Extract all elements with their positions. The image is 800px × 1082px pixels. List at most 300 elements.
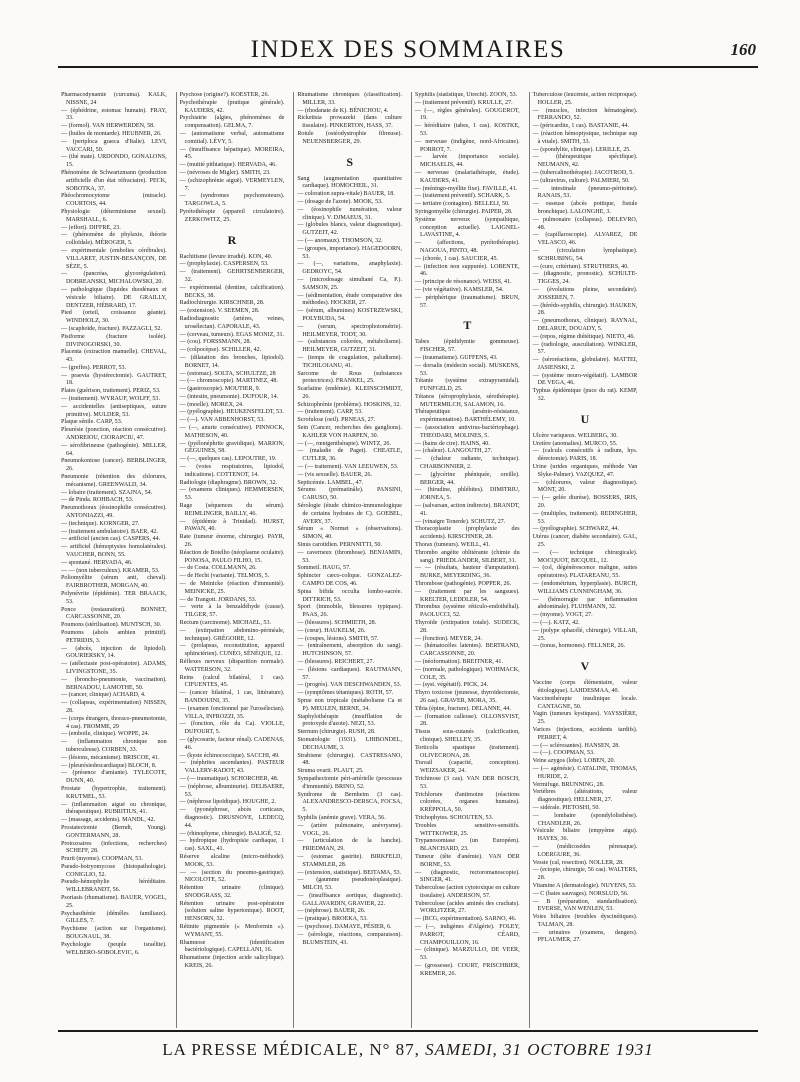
index-entry: Syndrome de Bernheim (3 cas). ALEXANDRESCO-DERSCA, FOCSA, 5. [297,791,402,814]
index-entry: Pisiforme (fracture isolée). DIVINOGORSKI, 30. [61,333,167,348]
index-entry: — (glycérine phéniquée, oreille). BERGER, 44. [414,471,520,486]
index-entry: — (chlorures, valeur diagnostique). MÖNT, 20. [532,479,638,494]
index-entry: — (épidémie à Trinidad). HURST, PAWAN, 40. [179,518,285,533]
index-entry: — (psychose). DAMAYE, PÉSIER, 6. [297,924,392,931]
index-entry: Réserve alcaline (micro-méthode). MOOK, 53. [179,853,285,868]
index-entry: — (infection non suppurée). LOBENTE, 46. [414,263,520,278]
index-entry: Syphilis (anémie grave). VERA, 56. [297,814,386,821]
index-entry: — (atélectasie post-opératoire). ADAMS, LIVINGSTONE, 35. [61,661,167,675]
index-entry: — héréditaire (tabes, 1 cas). KOSTKE, 53. [414,123,520,137]
index-entry: — (éphédrine, estomac humain). FRAY, 33. [61,107,167,122]
index-entry: — pathologique (liquides duodénaux et vésicule biliaire). DE GRAILLY, DENTZER, HÉBRARD, 17. [61,286,167,309]
index-entry: — (abcès, injection de lipiodol). GOURIERSKY, 14. [61,645,167,660]
index-entry: Schizophrénie (problème). HOSKINS, 32. [297,401,401,408]
index-entry: Pneumokoniose (cancer). BERBLINGER, 26. [61,458,167,473]
index-entry: — (néphrose). BAUER, 26. [297,908,366,915]
index-entry: — (extirpation abdomino-périnéale, technique). GRÉGOIRE, 12. [179,627,285,642]
index-entry: — (évolutions pleine, secondaire). JOSSEREN, 7. [532,286,638,301]
index-entry: Vaccinothérapie insulinique locale. CANTAGNE, 50. [532,695,638,710]
index-entry: — (vinaigre Tonerde). SCHUTZ, 27. [414,518,506,525]
index-entry: Pneumonie (rétention des chlorures, mécanisme). GREENWALD, 34. [61,474,167,488]
index-page [58,30,758,1060]
index-columns [58,92,758,1028]
index-entry: — (schizophrénie aiguë). VERMEYLEN, 7. [179,177,285,192]
index-column-3 [293,92,405,1028]
index-entry: Rickettsia prowazeki (dans culture tissulaire). PINKERTON, HASS, 37. [297,115,402,130]
index-entry: Psychose (origine?). KOESTER, 26. [179,92,270,98]
index-entry: Sprue non tropicale (métabolisme Ca et P). MEULEN, BERNE, 34. [297,697,402,712]
index-entry: Plaque sénile. CARP, 53. [61,419,123,426]
page-header [58,30,758,68]
index-entry: — (—, indigènes d'Algérie). FOLEY, PARROT, CÉARD, CHAMPOUILLON, 16. [414,924,520,946]
index-entry: — (blessures). REICHERT, 27. [297,658,375,665]
index-entry: — (syst. végétatif). PICK, 24. [414,682,489,689]
index-entry: Thorax (tumeurs). WEILL, 41. [414,542,491,549]
index-entry: — (vis sexuelle). BAUER, 26. [297,471,372,478]
index-entry: Rate (tumeur énorme, chirurgie). PAYR, 26. [179,534,285,549]
index-entry: Thyroïde (extirpation totale). SUDECK, 28. [414,620,520,634]
index-entry: Voies biliaires (troubles dyscinétiques). TALMAN, 28. [532,914,638,928]
index-entry: — — (résultats, hauteur d'amputation). BURKE, MEYERDING, 36. [414,565,520,580]
index-column-4 [411,92,523,1028]
index-entry: — (automatisme verbal, automatisme comitial). LÉVY, 5. [179,130,285,145]
index-entry: Vésicule biliaire (empyème aigu). HAYES, 36. [532,828,638,843]
index-entry: — (traitement préventif). KRULLE, 27. [414,99,513,106]
index-entry: — (formation calleuse). OLLONSVIST, 28. [414,713,520,728]
index-entry: — (médicosédes pérenaque). LOERGURE, 36. [532,843,638,858]
index-entry: — pulmonaire (collapsus). DELEVRO, 48. [532,216,638,231]
index-entry: — (progrès). VAN DESCHWANDEN, 53. [297,682,402,689]
index-entry: — (muscles, infection hématogène). FERRANDO, 52. [532,107,638,122]
index-entry: Tabes (épididymite gommeuse). FISCHER, 57. [414,339,520,354]
index-entry: Pneumothorax (éosinophilie consécutive). ANTONIAZZI, 49. [61,505,167,520]
index-entry: — (col, dégénérescence maligne, suites opératoires). PLATAREANU, 55. [532,565,638,580]
index-entry: Tuberculose (acides aminés des crachats). WORLITZER, 27. [414,900,520,915]
index-entry: — dorsalis (médecin social). MUSKENS, 53. [414,362,520,377]
index-entry: — B (préparation, standardisation). EVERSE, VAN WENLEN, 53. [532,898,638,913]
index-entry: Trichophytes. SCHOUTEN, 53. [414,814,494,821]
section-letter: U [580,411,590,426]
index-entry: — (multiples, traitement). REDINGHER, 53. [532,510,638,525]
index-entry: — (chaleur). LANGOUTH, 27. [414,448,493,455]
index-entry: — (éosinophile numération, valeur clinique). V. DJMAEUS, 31. [297,206,402,221]
index-entry: Sérum « Normet » (observations). SIMON, 40. [297,526,402,541]
index-entry: — de Pinda. ROHBACH, 53. [61,497,134,504]
index-entry: Protozoaires (infections, recherches) SCHEFF, 28. [61,840,167,855]
index-column-1 [58,92,170,1028]
index-entry: Vitamine A (dermatologie). NUYENS, 53. [532,882,637,889]
index-entry: Radiochirurgie. KIRSCHNER, 28. [179,300,265,307]
index-entry: — (spondylite, clinique). LERILLE, 25. [532,146,631,153]
index-entry: — (— traitement). VAN LEEUWEN, 53. [297,464,399,471]
section-letter: T [463,318,472,333]
index-entry: — (emboile, clinique). WOPPE, 24. [61,731,150,738]
index-entry: — larvée (importance sociale). MICHAELIS, 44. [414,154,520,169]
index-entry: Ulcère variqueux. WELBERG, 30. [532,432,618,439]
index-entry: — expérimental (dentine, calcification). BECKS, 38. [179,284,285,299]
index-entry: — (syndromes psychomoteurs). TARGOWLA, 5. [179,193,285,208]
index-entry: — (—). KATZ, 42. [532,620,580,626]
index-entry: — (traumatisme). GUFFENS, 43. [414,354,498,361]
index-entry: — (greffes). PERROT, 53. [61,364,127,371]
index-entry: — de Meinicke (réaction d'immunité). MEINICKE, 25. [179,581,285,595]
index-entry: — (cure, critérium). STRUTHERS, 40. [532,263,629,270]
index-entry: Rhumatisme chroniques (classification). MILLER, 33. [297,92,402,106]
index-entry: Torticolis spastique (traitement). OLIVECRONA, 28. [414,744,520,759]
index-entry: — (serum, spectrophotométrie). HEILMEYER, TODT, 30. [297,323,402,338]
index-entry: — (thérapeutique spécifique). NEUMANN, 42. [532,154,638,169]
index-entry: — (maladie de Paget). CHEATLE, CUTLER, 36. [297,448,402,463]
index-entry: — (thé mate). URDONDO, GONALONS, 15. [61,154,167,169]
index-entry: Sérologie (étude chimico-immunologique de certains hydrates de C). GOEBEL, AVERY, 37. [297,503,402,525]
index-entry: — lombaire (spondylolisthèse). CHANDLER, 26. [532,812,638,827]
index-entry: Vermifuge. BRUNNING, 28. [532,781,605,788]
index-entry: Pleurésie (ponction, réaction consécutive). ANDREIOU, CIORAPCIU, 47. [61,427,167,442]
index-entry: Rage (séquences du sérum). REIMLINGER, BAILLY, 46. [179,503,285,517]
index-entry: — (— chromoscopie). MARTINEZ, 48. [179,378,278,385]
index-entry: Pyrétothérapie (appareil circulatoire). ZERKOWITZ, 25. [179,208,285,223]
index-entry: Tibia (épine, fracture). DELANNE, 44. [414,705,511,712]
index-entry: — (ultravirus, culture). PALMIERI, 50. [532,177,630,184]
index-entry: Tuberculose (action cytotoxique en culture tissulaire). ANDERSON, 57. [414,885,520,899]
index-entry: — urinaires (examens, dangers). PFLAUMER, 27. [532,929,638,944]
index-entry: — (temps de coagulation, paludisme). TICHILOIANU, 41. [297,354,402,369]
index-entry: — (inflammation chronique non tuberculeuse). CORBEN, 33. [61,739,167,753]
index-entry: — (glycosurie, facteur rénal). CADENAS, 46. [179,736,285,751]
index-entry: — (— anomaux). THOMSON, 32. [297,237,383,244]
index-entry: Sarcome de Rous (substances protectrices). FRANKEL, 25. [297,370,402,385]
index-entry: — (— sclérosantes). HANSEN, 28. [532,742,620,749]
index-entry: Poumons (abcès ambien primitif). PETRIDIS, 3. [61,629,167,644]
index-entry: — (séroréactions, globulaire). MATTEI, JASIENSKI, 2. [532,357,638,371]
index-entry: — (grossesse). COURT, FRISCHBIER, KREMER, 26. [414,963,520,977]
index-entry: Radiologie (diaphragme). BROWN, 32. [179,479,278,486]
index-entry: — (tubercalinothérapie). JACOTROD, 5. [532,169,634,176]
index-entry: — (collapsus, expérimentation) NISSEN, 28. [61,700,167,714]
index-entry: — (inflammation aiguë ou chronique, thérapeutique). RUBRITIUS, 41. [61,801,167,816]
index-entry: Rhumatisme (injection acide salicylique). KREIS, 26. [179,955,285,970]
index-entry: — (dosage de l'azote). MOOK, 53. [297,198,383,205]
index-entry: — (chorée, 1 cas). SAUCIER, 45. [414,255,499,262]
index-entry: — (huiles de montarde). HEUBNER, 26. [61,130,162,137]
index-entry: — (effort). DIFFRE, 23. [61,224,121,231]
index-entry: — (prolapsus, reconstitution, appareil sphinctérien). CUNÉO, SÉNÈQUE, 12. [179,643,285,658]
index-entry: Tissus sous-cutanés (calcification, clinique). SHELLEY, 35. [414,729,520,743]
index-entry: Vertèbres (altérations, valeur diagnostique). HELLNER, 27. [532,789,638,804]
index-entry: — (—, rœntgenthérapie). WINTZ, 26. [297,440,391,447]
index-entry: — (—, variations, anaphylaxie). GEDROYC, 54. [297,261,402,276]
index-entry: Scarlatine (endémie). KLEINSCHMIDT, 26. [297,386,402,400]
index-entry: — (pratique). BROEKA, 53. [297,916,368,923]
index-entry: — (mutité pithiatique). HERVADA, 46. [179,162,277,169]
index-entry: — (corps étrangers, thoraco-pneumotomie, 4 cas). FROMME, 29 [61,715,167,730]
index-entry: — (rhodanate de K). BÉNICHOU, 4. [297,107,389,114]
index-entry: Prostate (hypertrophie, traitement). KRUTMEL, 53. [61,785,167,800]
index-entry: Trichinose (3 cas). VAN DER BOSCH, 53. [414,775,520,790]
index-entry: — (entraînement, absorption du sang). HUTCHINSON, 57. [297,643,402,658]
index-entry: — sidérale. PIETOSHI, 50. [532,804,600,811]
index-entry: Urine (urides organiques, méthode Van Slyke-Palmer). VAZQUEZ, 47. [532,464,638,478]
index-entry: — (salvarsan, action indirecte). BRANDT, 41. [414,503,520,517]
index-entry: — (cancer, clinique) ACHARD, 4. [61,692,146,699]
index-entry: Syphilis (statistique, Utrecht). ZOON, 53. [414,92,518,98]
index-entry: Scrofulose (oeil). PRNEAS, 27. [297,417,376,424]
index-entry: — (kyste échinococcique). SACCHI, 49. [179,752,280,759]
index-entry: — (pyélographie). HEUKENSFELDT, 53. [179,409,284,416]
index-entry: Struma ovarii. PLAUT, 25. [297,768,364,775]
index-entry: — (—). COOPMAN, 53. [532,750,595,757]
index-entry: — artificiel (ancien cas). CASPERS, 44. [61,536,161,543]
index-entry: — (normale, pathologique). WOHMACK, COLE, 35. [414,666,520,681]
index-entry: — (pyélonéphrite gravidique). MARION, GÉGUINES, 58. [179,440,285,455]
index-entry: — (examen fonctionnel par l'urosélectan). VILLA, INFROZZI, 35. [179,705,285,720]
section-letter: R [227,232,237,247]
index-entry: Pied (orteil, croissance géante). WINDHOLZ, 30. [61,310,167,325]
index-entry: — (groupes, importance). HAGEDOORN, 53. [297,245,402,260]
index-entry: Vagin (tumeurs kystiques). VAYSSIÈRE, 25. [532,711,638,726]
index-entry: — (insuffisance hépatique). MOREIRA, 45. [179,146,285,161]
index-entry: — (calculs consécutifs à radium, hys. dérectomie). PARIS, 18. [532,448,638,463]
index-entry: — (pleurésiedescardiaque) BLOCH, 8. [61,762,157,769]
index-entry: — artificiel (hémoptysies homolatérales). VAUCHER, BONN, 55. [61,544,167,559]
index-entry: — (dilatation des bronches, lipiodol). BORNET, 14. [179,354,285,369]
index-entry: Vaccine (corps élémentaire, valeur étiologique). LAHDESMAA, 40. [532,680,638,694]
index-entry: — (présence d'amiante). TYLECOTE, DUNN, 40. [61,770,167,785]
index-entry: Ponce (restauration). BONNET, CARCASSONNE, 20. [61,606,167,621]
index-entry: — (cerveau, tumeurs). EGAS MONIZ, 31. [179,331,285,338]
index-entry: Troubles sensitivo-sensitifs. WITTKOWER, 25. [414,822,520,837]
index-entry: Utérus (cancer, diabète secondaire). GAL, 25. [532,534,638,549]
index-entry: Prostatectomie (Berndt, Young). GONTERMANN, 28. [61,824,167,839]
index-entry: — (affections, pyrétothérapie). NAGOUA, PINTO, 48. [414,240,520,254]
index-entry: Phéochromocytome (miracle). COURTOIS, 44. [61,193,167,208]
index-entry: Sternum (chirurgie). RUSH, 28. [297,729,376,736]
index-entry: — (estomac gastrite). BIRKFELD, STAMMLER, 28. [297,853,402,868]
index-entry: — (néoformation). BREITNER, 41. [414,658,503,665]
index-entry: — (néphrites ascendantes). PASTEUR VALLERY-RADOT, 43. [179,760,285,775]
index-entry: Psychasthénie (démêles familiaux). GILLES, 7. [61,910,167,925]
index-entry: Thérapeutique (arsénio-résistance, expérimentation). BARTHÉLEMY, 10. [414,409,520,424]
index-entry: Sein (Cancer, recherches des ganglions). KAHLER VON HARPEN, 30. [297,425,402,439]
index-entry: Rectum (carcinome). MICHAEL, 53. [179,620,272,626]
index-entry: — (— agénésie). CATALINE, THOMAS, HURIDE, 2. [532,765,638,780]
index-entry: — (symptômes tétaniques). ROTH, 57. [297,690,394,697]
index-entry: — (ectopie, chirurgie, 56 cas). WALTERS, 28. [532,867,638,882]
index-entry: — (pyonéphrose, abcès corticaux, diagnostic). DRUSNOVE, LEDECQ, 44. [179,807,285,829]
index-entry: — (hirudine, phlébites). DIMITRIU, JORNEA, 5. [414,487,520,502]
index-entry: Staphylothérapie (insufflation de protoxyde d'azote). NEZI, 53. [297,713,402,728]
index-entry: — (—, quelques cas). LEPOUTRE, 19. [179,456,277,463]
index-entry: Sérums (prématinâle). PANSINI, CARUSO, 50. [297,487,402,502]
index-entry: Veine azygos (lobe). LOBEN, 20. [532,758,616,765]
index-entry: — (—). VAN ABBENHORST, 53. [179,417,265,424]
index-entry: Tétanos (séroprophylaxie, sérothérapie). MUTERMILCH, SALAMON, 16. [414,393,520,408]
index-entry: — hydropique (hydropisie cardiaque, 1 cas). SAXL, 41. [179,838,285,853]
index-entry: — (péricardite, 1 cas). BASTANIE, 44. [532,123,630,130]
index-entry: Psychiatrie (algies, phénomènes de compensation). GELMA, 7. [179,115,285,130]
index-entry: — (artère pulmonaire, anévrysme). VOGL, 26. [297,822,402,837]
index-entry: — (association antivirus-bactériophage). THEODARI, MOLINES, 5. [414,425,520,439]
section-letter: S [346,154,353,169]
index-entry: — (massage, accidents). MANDL, 42. [61,817,156,824]
index-entry: Sommeil. HAUG, 57. [297,565,351,572]
index-entry: Prurit (myome). COOPMAN, 53. [61,856,143,863]
index-entry: Trichlorure d'antimoine (réactions colorées, organes humains). KRÉPPOLA, 50. [414,791,520,814]
index-entry: — (gaumme pseudonéoplasique). MILCH, 53. [297,877,402,892]
index-entry: Réaction de Botelho (néoplasme oculaire). PONOSA, PAULO FILHO, 15. [179,549,285,564]
index-entry: Spina bifida occulta lombo-sacrée. DITTRICH, 53. [297,588,402,603]
index-entry: — — (section du pneumo-gastrique). NICOLOTE, 52. [179,869,285,884]
index-entry: — (lésions, mécanisme). BRISCOE, 41. [61,754,160,761]
index-entry: — (substances colorées, métabolisme). HEILMEYER, GUTZEIT, 31. [297,339,402,354]
index-entry: — (névroses de Migler). SMITH, 23. [179,169,271,176]
index-entry: — (radiologie, auscultation). WINKLER, 57. [532,341,638,356]
page-title: INDEX DES SOMMAIRES [250,36,566,63]
index-entry: Travail (capacité, conception). WEIZSAKER, 24. [414,760,520,775]
index-entry: — (traitement ambulatoire). BAER, 42. [61,528,158,535]
index-entry: — (repos, régime diététique). NIETO, 46. [532,333,635,340]
index-entry: — (diagnostic, pronostic). SCHULTE-TIGGES, 24. [532,271,638,286]
index-entry: Stomatologie (1931). LHIBONDEL, DECHAUME, 3. [297,736,402,751]
page-number: 160 [730,40,756,59]
index-entry: Système nerveux (sympathique, conception actuelle). LAIGNEL-LAVASTINE, 4. [414,216,520,239]
index-entry: — nerveuse (malariathérapie, étude). KAUDERS, 41. [414,169,520,184]
index-entry: — (articulation de la hanche). FRIEDMAN, 29. [297,838,402,853]
index-entry: — (formol). VAN HERWERDEN, 58. [61,123,155,130]
index-entry: Pseudo-botryomycose (histopathologie). CONIGLIO, 52. [61,863,167,878]
index-entry: — (—, anurie consécutive). PINNOCK, MATHESON, 40. [179,425,285,439]
index-entry: Polynévrite (épidémie). TER BRAACK, 53. [61,591,167,605]
index-entry: Pseudo-hémophylie héréditaire. WILLEBRANDT, 56. [61,879,167,894]
index-entry: — (sédimentation, étude comparative des méthodes). HOCKER, 27. [297,292,402,307]
index-column-5 [529,92,641,1028]
index-entry: — (periploca graeca d'Italie). LEVI, VACCARI, 50. [61,138,167,153]
index-entry: Poumons (stérilisation). MUNTSCH, 30. [61,622,162,629]
index-entry: — (pyélographie). SCHWARZ, 44. [532,526,619,533]
index-entry: — (cancer bilatéral, 1 cas, littérature). BANDOUINI, 35. [179,690,285,704]
index-entry: — (traitement par les sangsues). KRELTER, LEDDLER, 54. [414,588,520,603]
index-entry: — (— gelée diurèse). BOSSERS, IRIS, 20. [532,495,638,510]
index-entry: — (BCG, expérimentation). SARNO, 46. [414,916,517,923]
index-entry: Varices (injections, accidents tardifs). PERRET, 4. [532,726,638,741]
index-entry: — (traitement). GEHRTSENBERGER, 32. [179,269,285,283]
index-entry: Tuberculose (leucémie, action réciproque). HOLLER, 25. [532,92,638,106]
index-entry: Strabisme (chirurgie). CASTRESANO, 48. [297,752,402,767]
index-entry: Sang (augmentation quantitative cardiaque). HOMOCHEIL, 31. [297,175,402,190]
index-entry: Rotule (ostéodystrophie fibreuse). NEUENSBERGER, 29. [297,130,402,145]
index-entry: Vessie (cal, resection). NOLLER, 28. [532,859,624,866]
index-entry: — (—, règles générales). GOUGEROT, 19. [414,107,520,122]
journal-name: LA PRESSE MÉDICALE, N° 87, [162,1040,420,1059]
index-entry: — nerveuse (indigène, nord-Africaine). PORROT, 7. [414,138,520,153]
index-entry: — spontané. HERVADA, 46. [61,559,133,566]
index-entry: Septicémie. LAMBEL, 47. [297,479,364,486]
index-entry: — (rhinophyme, chirurgie). BALIGÉ, 52. [179,830,282,837]
index-entry: Sport (immobile, blessures typiques). PAAS, 26. [297,604,402,619]
index-entry: Rétention urinaire (clinique). SNODGRASS, 32. [179,885,285,899]
index-entry: — (cœur). HAUKELM, 26. [297,627,366,634]
index-entry: — (microdosage simultané Ca, P.). SAMSON, 25. [297,276,402,291]
index-entry: Rhamnose (identification bactériologique). CAPELLANI, 16. [179,939,285,954]
index-entry: — (extension, statistique). BEITAMA, 53. [297,869,402,876]
index-entry: — tertiaire (contagion). BELLELI, 50. [414,201,510,208]
index-entry: — — (non tuberculeux). KRAMER, 53. [61,567,160,574]
index-entry: Reins (calcul bilatéral, 1 cas). CIFUENTES, 45. [179,674,285,689]
index-entry: — (broncho-pneumonie, vaccination). BERNADOU, LAMOTHE, 50. [61,676,167,691]
index-entry: — (blessures). SCHMIETH, 28. [297,620,377,626]
index-entry: — (système neuro-végétatif). LAMBOR DE VEGA, 46. [532,372,638,387]
index-entry: — (fonction). MEYER, 24. [414,635,483,642]
index-entry: — (pneumothorax, clinique). RAYNAL, DELARUE, DOUADY, 5. [532,318,638,332]
index-entry: — (chaleur radiante, technique). CHARBONNIER, 2. [414,456,520,471]
index-entry: — (colpocèpse). SCHILLER, 42. [179,347,262,354]
index-entry: Syringomyélie (chirurgie). PAIPER, 28. [414,208,513,215]
index-entry: — (bains de cire). HAINS, 40. [414,440,490,447]
index-entry: Placenta (extraction manuelle). CHEVAL, 43. [61,349,167,364]
index-entry: — (traitement). WYRAUF, WOLFF, 53. [61,396,160,403]
index-entry: — (sérologie, réactions, comparaison). BLUMSTEIN, 43. [297,931,402,946]
index-entry: — (gastroscopie). MOUTIER, 9. [179,386,261,393]
index-entry: — (coupes, lésions). SMITH, 57. [297,635,379,642]
index-entry: Psychisme (action sur l'organisme). BOUGNAUL, 38. [61,926,167,941]
index-entry: Rachitisme (levure irradié). KON, 40. [179,253,273,260]
index-entry: — (tonus, hormones). FELLNER, 26. [532,643,626,650]
index-entry: — (extension). V. SEEMEN, 28. [179,308,260,315]
index-entry: — intestinale (pneumo-péritoine). RANAIS, 53. [532,185,638,200]
index-entry: Thyro toxicose (jeunesse, thyroïdectomie, 26 cas). GRAVER, MORA, 35. [414,690,520,704]
index-entry: — (endométrium, hyperplasie). BURCH, WILLIAMS CUNNINGHAM, 36. [532,581,638,595]
index-column-2 [176,92,288,1028]
index-entry: — (principe de résonance). WEISS, 41. [414,279,512,286]
index-entry: — de Costa. COLLMANN, 26. [179,565,257,572]
index-entry: Thrombose (pathogénie). POPPER, 26. [414,581,512,588]
index-entry: Rétinite pigmentée (« Menformin »). WYMANT, 55. [179,924,285,938]
index-entry: — osseuse (abcès pottique, fistule bronchique). LALONGHE, 3. [532,201,638,215]
index-entry: — expérimentale (embolies cérébrales). VILLARET, JUSTIN-BESANÇON, DE SÈZE, 5. [61,247,167,270]
index-entry: — (prophylaxie). CASPERSEN, 53. [179,261,269,268]
index-entry: — (diagnostic, rectoromanoscopie). SINGER, 41. [414,869,520,884]
issue-date: SAMEDI, 31 OCTOBRE 1931 [425,1040,654,1059]
index-entry: — (estomac). SOLTA, SCHULTZE, 28 [179,370,276,377]
index-entry: Thrombus (système réticulo-endothélial). PAOLUCCI, 52. [414,604,520,619]
index-entry: Radiodiagnostic (artères, veines, urosélectan). CAPORALE, 43. [179,315,285,330]
index-entry: — verte à la benzaldéhyde (cause). TILGER, 57. [179,604,285,619]
index-entry: — (cou). FORSSMANN, 28. [179,339,252,346]
index-entry: — C (baies sauvages). NORSLUD, 56. [532,890,629,897]
index-entry: — (réaction hémoptysique, technique sup à vitale). SMITH, 33. [532,130,638,145]
index-entry: Sinus carotidien. PERNNITTI, 50. [297,542,382,549]
index-entry: — (clinique). MARZULLO, DE VEER, 53. [414,947,520,962]
index-entry: Poliomyélite (sérum anti, cheval). FAIRBROTHER, MORGAN, 40. [61,575,167,590]
index-entry: Uretère (anomalies). MURCO, 55. [532,440,618,447]
index-entry: — de Hecht (variante). TELMOS, 5. [179,573,270,580]
index-entry: — (néphrose, albuminurie). DELBAERE, 53. [179,783,285,798]
page-footer [58,1030,758,1066]
index-entry: Physiologie (déterminisme sexuel). MARSHALL, 6. [61,208,167,223]
index-entry: — (circulation lymphatique). SCHRUBING, 54. [532,247,638,262]
index-entry: — (scaphoïde, fracture). PAZZAGLI, 52. [61,325,162,332]
index-entry: — (examens cliniques). HEMMERSEN, 53. [179,487,285,502]
index-entry: — coloration supra-vitale) BAUER, 18. [297,191,395,198]
index-entry: Psoriasis (rhumatisme). BAUER, VOGEL, 25. [61,895,167,909]
index-entry: — sérofibrineuse (pathogénie). MILLER, 64. [61,442,167,457]
index-entry: Pharmacodynamie (curcuma). KALK, NISSNE, 24 [61,92,167,106]
index-entry: — (capillaroscopie). ALVAREZ, DE VELASCO, 46. [532,232,638,247]
index-entry: — (technique). KORNGER, 27. [61,520,140,527]
index-entry: Rétention urinaire post-opératoire (solution saline hypertonique). ROOT, HENSORN, 32. [179,900,285,923]
index-entry: — (voies respiratoires, lipiodol, indications). COTTENOT, 14. [179,464,285,478]
index-entry: — périphérique (traumatisme). BRUN, 57. [414,294,520,309]
